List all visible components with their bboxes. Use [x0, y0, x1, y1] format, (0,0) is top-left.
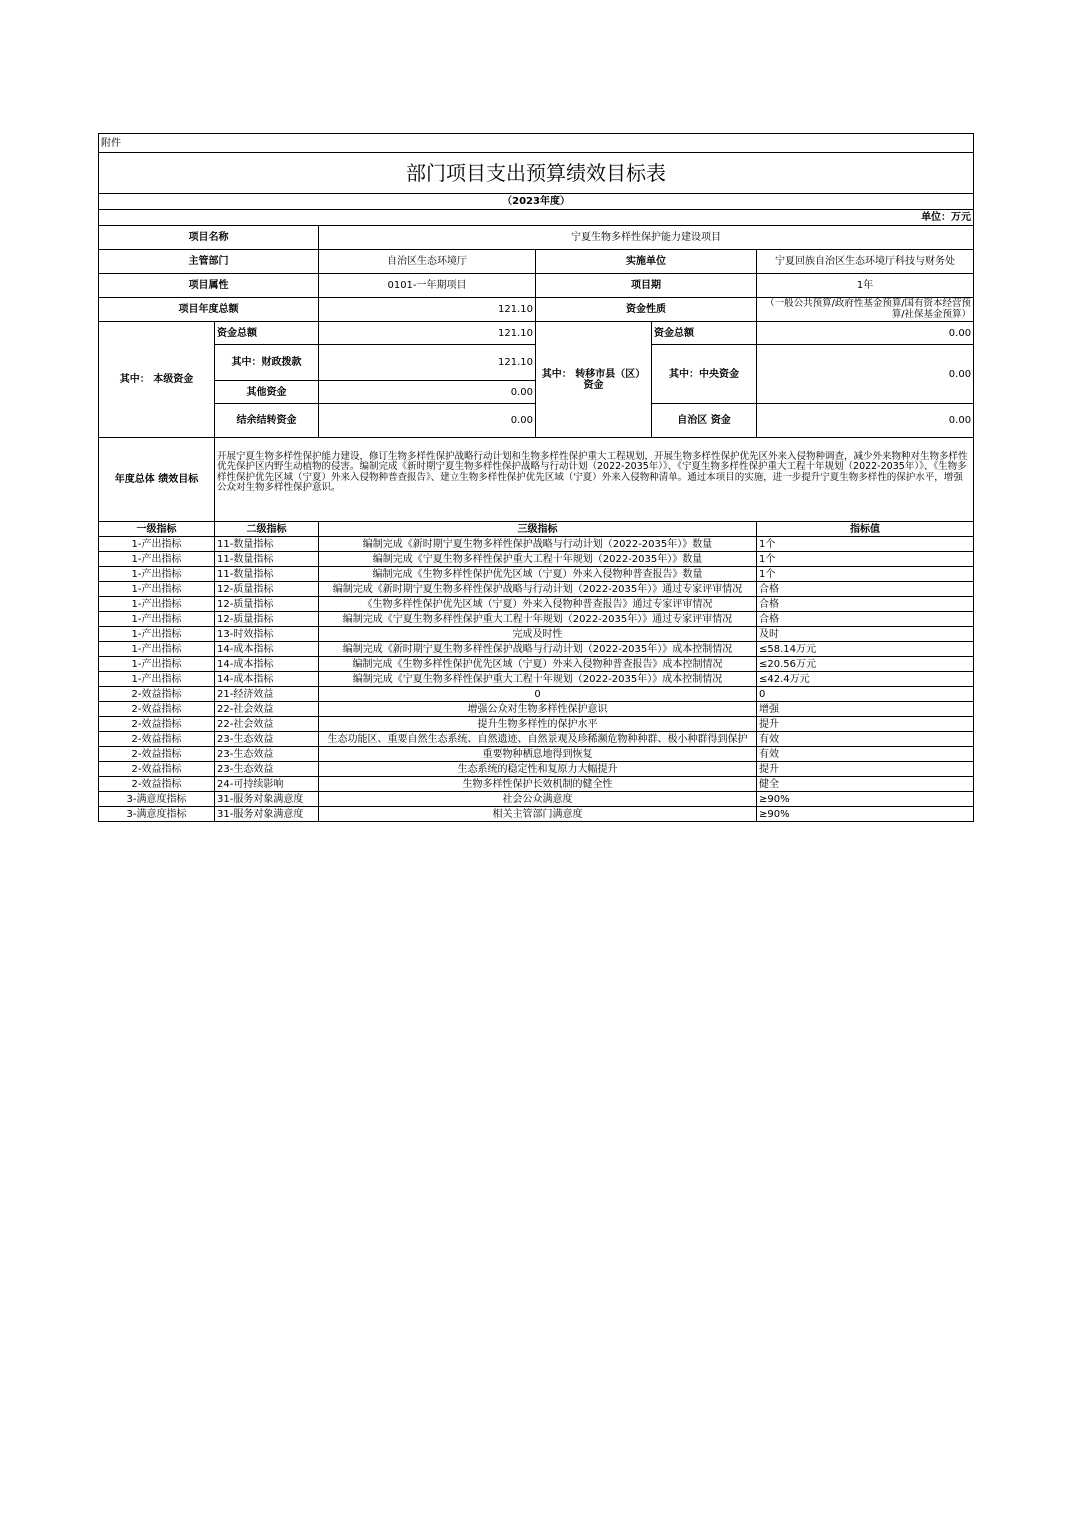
indicator-level1: 3-满意度指标 — [99, 792, 215, 807]
indicator-level3: 相关主管部门满意度 — [319, 807, 757, 822]
indicator-value: ≤58.14万元 — [757, 642, 974, 657]
indicator-level3: 编制完成《新时期宁夏生物多样性保护战略与行动计划（2022-2035年）》通过专家评审情况 — [319, 582, 757, 597]
indicator-level3: 编制完成《生物多样性保护优先区域（宁夏）外来入侵物种普查报告》成本控制情况 — [319, 657, 757, 672]
central-funds-label: 其中：中央资金 — [652, 345, 757, 404]
indicator-level3: 编制完成《新时期宁夏生物多样性保护战略与行动计划（2022-2035年）》数量 — [319, 537, 757, 552]
indicator-level2: 23-生态效益 — [215, 762, 319, 777]
indicator-level2: 14-成本指标 — [215, 657, 319, 672]
indicator-level3: 提升生物多样性的保护水平 — [319, 717, 757, 732]
indicator-level3: 编制完成《新时期宁夏生物多样性保护战略与行动计划（2022-2035年）》成本控制情况 — [319, 642, 757, 657]
goal-label: 年度总体 绩效目标 — [99, 438, 215, 522]
indicator-level1: 1-产出指标 — [99, 672, 215, 687]
total-funds-value: 121.10 — [319, 322, 536, 345]
fiscal-value: 121.10 — [319, 345, 536, 381]
table-row — [99, 777, 974, 792]
indicator-level2: 22-社会效益 — [215, 702, 319, 717]
year-label: （2023年度） — [99, 194, 974, 210]
fund-nature-label: 资金性质 — [536, 298, 757, 322]
header-value: 指标值 — [757, 522, 974, 537]
indicator-level2: 12-质量指标 — [215, 612, 319, 627]
fund-nature-value: （一般公共预算/政府性基金预算/国有资本经营预算/社保基金预算） — [757, 298, 974, 322]
indicator-level2: 13-时效指标 — [215, 627, 319, 642]
impl-label: 实施单位 — [536, 250, 757, 274]
other-funds-value: 0.00 — [319, 381, 536, 404]
indicator-level2: 31-服务对象满意度 — [215, 807, 319, 822]
indicator-value: 健全 — [757, 777, 974, 792]
table-row — [99, 702, 974, 717]
table-row — [99, 807, 974, 822]
indicator-level3: 社会公众满意度 — [319, 792, 757, 807]
indicator-level2: 31-服务对象满意度 — [215, 792, 319, 807]
attachment-label: 附件 — [99, 134, 974, 153]
table-row — [99, 642, 974, 657]
table-row — [99, 762, 974, 777]
page-title: 部门项目支出预算绩效目标表 — [99, 153, 974, 194]
indicator-level2: 11-数量指标 — [215, 552, 319, 567]
indicator-level3: 重要物种栖息地得到恢复 — [319, 747, 757, 762]
table-row — [99, 657, 974, 672]
indicator-level1: 1-产出指标 — [99, 582, 215, 597]
carry-funds-value: 0.00 — [319, 404, 536, 438]
period-label: 项目期 — [536, 274, 757, 298]
annual-total-label: 项目年度总额 — [99, 298, 319, 322]
indicator-level1: 3-满意度指标 — [99, 807, 215, 822]
indicator-level1: 1-产出指标 — [99, 552, 215, 567]
unit-label: 单位：万元 — [99, 210, 974, 226]
indicator-value: ≤20.56万元 — [757, 657, 974, 672]
indicator-level3: 0 — [319, 687, 757, 702]
indicator-value: ≥90% — [757, 807, 974, 822]
indicator-level1: 2-效益指标 — [99, 747, 215, 762]
table-row — [99, 627, 974, 642]
indicator-rows — [99, 537, 974, 822]
indicator-level2: 22-社会效益 — [215, 717, 319, 732]
table-row — [99, 567, 974, 582]
indicator-level1: 2-效益指标 — [99, 777, 215, 792]
indicator-value: 提升 — [757, 717, 974, 732]
indicator-level2: 11-数量指标 — [215, 537, 319, 552]
table-row — [99, 537, 974, 552]
header-level2: 二级指标 — [215, 522, 319, 537]
indicator-level1: 2-效益指标 — [99, 687, 215, 702]
indicator-level3: 编制完成《宁夏生物多样性保护重大工程十年规划（2022-2035年）》成本控制情况 — [319, 672, 757, 687]
indicator-value: 增强 — [757, 702, 974, 717]
indicator-level1: 2-效益指标 — [99, 762, 215, 777]
table-row — [99, 792, 974, 807]
indicator-level1: 2-效益指标 — [99, 717, 215, 732]
indicator-level3: 生态功能区、重要自然生态系统、自然遗迹、自然景观及珍稀濒危物种种群、极小种群得到保护 — [319, 732, 757, 747]
indicator-level1: 2-效益指标 — [99, 702, 215, 717]
fiscal-label: 其中：财政拨款 — [215, 345, 319, 381]
indicator-level2: 14-成本指标 — [215, 672, 319, 687]
indicator-level2: 21-经济效益 — [215, 687, 319, 702]
table-row — [99, 612, 974, 627]
indicator-level2: 14-成本指标 — [215, 642, 319, 657]
indicator-value: 提升 — [757, 762, 974, 777]
annual-total-value: 121.10 — [319, 298, 536, 322]
central-funds-value: 0.00 — [757, 345, 974, 404]
total-funds-label: 资金总额 — [215, 322, 319, 345]
table-row — [99, 597, 974, 612]
indicator-level3: 编制完成《生物多样性保护优先区域（宁夏）外来入侵物种普查报告》数量 — [319, 567, 757, 582]
transfer-funds-label: 其中： 转移市县（区）资金 — [536, 322, 652, 438]
indicator-level1: 1-产出指标 — [99, 627, 215, 642]
indicator-level1: 1-产出指标 — [99, 612, 215, 627]
indicator-value: 有效 — [757, 732, 974, 747]
indicator-level1: 1-产出指标 — [99, 657, 215, 672]
dept-label: 主管部门 — [99, 250, 319, 274]
indicator-level1: 1-产出指标 — [99, 642, 215, 657]
region-funds-value: 0.00 — [757, 404, 974, 438]
indicator-level3: 编制完成《宁夏生物多样性保护重大工程十年规划（2022-2035年）》数量 — [319, 552, 757, 567]
indicator-level2: 11-数量指标 — [215, 567, 319, 582]
table-row — [99, 747, 974, 762]
impl-value: 宁夏回族自治区生态环境厅科技与财务处 — [757, 250, 974, 274]
transfer-total-value: 0.00 — [757, 322, 974, 345]
indicator-level3: 增强公众对生物多样性保护意识 — [319, 702, 757, 717]
indicator-value: 1个 — [757, 552, 974, 567]
header-level1: 一级指标 — [99, 522, 215, 537]
attr-value: 0101-一年期项目 — [319, 274, 536, 298]
indicator-level1: 1-产出指标 — [99, 567, 215, 582]
indicator-value: 合格 — [757, 582, 974, 597]
project-name-value: 宁夏生物多样性保护能力建设项目 — [319, 226, 974, 250]
indicator-level3: 完成及时性 — [319, 627, 757, 642]
table-row — [99, 732, 974, 747]
budget-performance-table — [98, 133, 974, 822]
region-funds-label: 自治区 资金 — [652, 404, 757, 438]
indicator-level3: 《生物多样性保护优先区域（宁夏）外来入侵物种普查报告》通过专家评审情况 — [319, 597, 757, 612]
attr-label: 项目属性 — [99, 274, 319, 298]
header-level3: 三级指标 — [319, 522, 757, 537]
local-funds-label: 其中： 本级资金 — [99, 322, 215, 438]
carry-funds-label: 结余结转资金 — [215, 404, 319, 438]
table-row — [99, 717, 974, 732]
table-row — [99, 687, 974, 702]
indicator-value: 合格 — [757, 597, 974, 612]
indicator-level3: 生态系统的稳定性和复原力大幅提升 — [319, 762, 757, 777]
table-row — [99, 582, 974, 597]
indicator-level2: 24-可持续影响 — [215, 777, 319, 792]
period-value: 1年 — [757, 274, 974, 298]
indicator-level2: 23-生态效益 — [215, 732, 319, 747]
indicator-level2: 12-质量指标 — [215, 582, 319, 597]
dept-value: 自治区生态环境厅 — [319, 250, 536, 274]
indicator-value: 0 — [757, 687, 974, 702]
other-funds-label: 其他资金 — [215, 381, 319, 404]
indicator-value: 及时 — [757, 627, 974, 642]
indicator-value: 1个 — [757, 537, 974, 552]
indicator-value: 1个 — [757, 567, 974, 582]
indicator-level2: 12-质量指标 — [215, 597, 319, 612]
indicator-value: ≤42.4万元 — [757, 672, 974, 687]
table-row — [99, 552, 974, 567]
indicator-level1: 1-产出指标 — [99, 537, 215, 552]
transfer-total-label: 资金总额 — [652, 322, 757, 345]
table-row — [99, 672, 974, 687]
indicator-level3: 编制完成《宁夏生物多样性保护重大工程十年规划（2022-2035年）》通过专家评审情况 — [319, 612, 757, 627]
indicator-level3: 生物多样性保护长效机制的健全性 — [319, 777, 757, 792]
indicator-value: 有效 — [757, 747, 974, 762]
indicator-value: ≥90% — [757, 792, 974, 807]
project-name-label: 项目名称 — [99, 226, 319, 250]
goal-text: 开展宁夏生物多样性保护能力建设，修订生物多样性保护战略行动计划和生物多样性保护重大工程规划，开展生物多样性保护优先区外来入侵物种调查，减少外来物种对生物多样性优先保护区内野生动植物的侵害。编制完成《新时期宁夏生物多样性保护战略与行动计划（2022-2035年）》、《宁夏生物多样性保护重大工程十年规划（2022-2035年）》、《生物多样性保护优先区域（宁夏）外来入侵物种普查报告》、建立生物多样性保护优先区域（宁夏）外来入侵物种清单。通过本项目的实施，进一步提升宁夏生物多样性的保护水平，增强公众对生物多样性保护意识。 — [215, 438, 974, 522]
indicator-level1: 2-效益指标 — [99, 732, 215, 747]
indicator-level2: 23-生态效益 — [215, 747, 319, 762]
indicator-value: 合格 — [757, 612, 974, 627]
indicator-level1: 1-产出指标 — [99, 597, 215, 612]
